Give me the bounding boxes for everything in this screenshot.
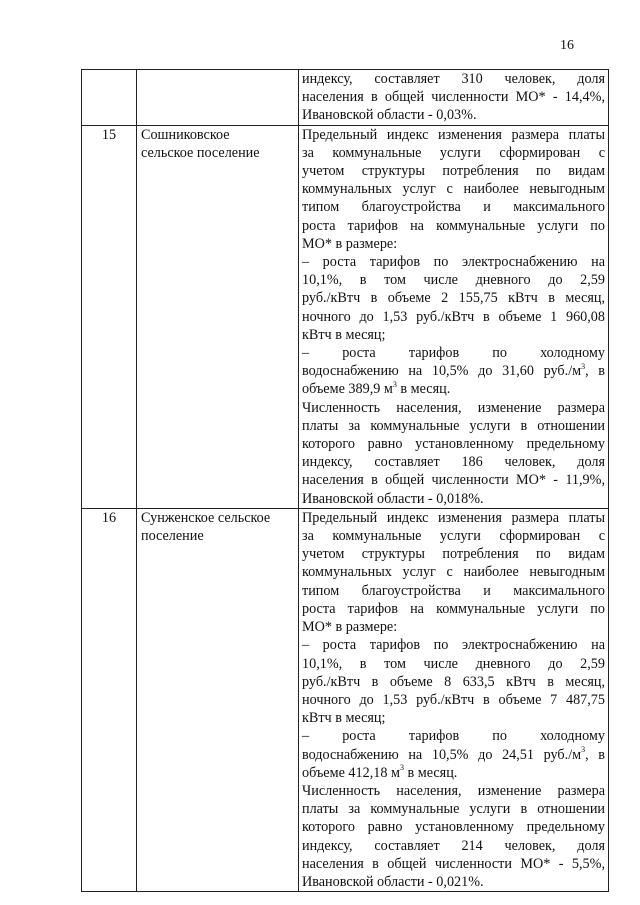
text-line: ночного до 1,53 руб./кВтч в объеме 7 487,75	[302, 691, 605, 708]
text-line: коммунальных услуг с наиболее невыгодным	[302, 564, 605, 581]
text-line: за коммунальные услуги сформирован с	[302, 528, 605, 545]
name-line: Сунженское сельское	[141, 509, 271, 526]
text-line: индексу, составляет 310 человек, доля	[302, 71, 605, 87]
municipality-table	[81, 69, 609, 892]
text-fragment: в месяц.	[396, 381, 451, 398]
text-fragment: объеме 389,9 м	[302, 381, 393, 398]
table-row-continuation	[82, 70, 609, 126]
text-line: населения в общей численности МО* - 14,4%,	[302, 89, 605, 106]
text-line: – роста тарифов по холодному	[302, 728, 605, 745]
text-line: Численность населения, изменение размера	[302, 782, 605, 799]
text-line	[302, 362, 605, 380]
text-line: коммунальных услуг с наиболее невыгодным	[302, 181, 605, 198]
text-line: Предельный индекс изменения размера платы	[302, 126, 605, 143]
text-line: роста тарифов на коммунальные услуги по	[302, 217, 605, 234]
text-line: Предельный индекс изменения размера платы	[302, 509, 605, 526]
text-line: типом благоустройства и максимального	[302, 582, 605, 599]
text-line: за коммунальные услуги сформирован с	[302, 144, 605, 161]
municipality-name	[137, 125, 299, 508]
text-line: индексу, составляет 186 человек, доля	[302, 454, 605, 471]
text-line	[302, 380, 605, 398]
cell-continuation-text	[299, 70, 609, 126]
name-line: Сошниковское	[141, 126, 230, 143]
superscript: 3	[581, 361, 586, 371]
text-line: руб./кВтч в объеме 2 155,75 кВтч в месяц,	[302, 290, 605, 307]
superscript: 3	[399, 762, 404, 772]
text-line: Ивановской области - 0,018%.	[302, 490, 484, 507]
municipality-description	[299, 125, 609, 508]
page-number: 16	[560, 38, 574, 53]
text-line: МО* в размере:	[302, 235, 398, 252]
text-line: населения в общей численности МО* - 11,9%,	[302, 472, 605, 489]
municipality-description	[299, 508, 609, 891]
municipality-name	[137, 508, 299, 891]
text-line: – роста тарифов по электроснабжению на	[302, 254, 605, 271]
row-number: 15	[82, 125, 137, 508]
text-line: индексу, составляет 214 человек, доля	[302, 837, 605, 854]
name-line: сельское поселение	[141, 144, 260, 161]
text-fragment: водоснабжению на 10,5% до 24,51 руб./м	[302, 746, 582, 763]
cell-num-empty	[82, 70, 137, 126]
text-line	[302, 764, 605, 782]
row-number: 16	[82, 508, 137, 891]
text-line: типом благоустройства и максимального	[302, 199, 605, 216]
text-line: учетом структуры потребления по видам	[302, 546, 605, 563]
text-line: Ивановской области - 0,03%.	[302, 107, 477, 124]
text-line: – роста тарифов по электроснабжению на	[302, 637, 605, 654]
text-fragment: , в	[585, 363, 606, 380]
table-row	[82, 125, 609, 508]
text-line: платы за коммунальные услуги в отношении	[302, 417, 605, 434]
name-line: поселение	[141, 528, 204, 545]
text-line: учетом структуры потребления по видам	[302, 163, 605, 180]
text-fragment: объеме 412,18 м	[302, 764, 400, 781]
text-line: которого равно установленному предельному	[302, 436, 605, 453]
superscript: 3	[581, 744, 586, 754]
text-fragment: водоснабжению на 10,5% до 31,60 руб./м	[302, 363, 582, 380]
text-line: Ивановской области - 0,021%.	[302, 873, 484, 890]
text-line: Численность населения, изменение размера	[302, 399, 605, 416]
text-line: которого равно установленному предельному	[302, 819, 605, 836]
text-line	[302, 746, 605, 764]
text-line: платы за коммунальные услуги в отношении	[302, 801, 605, 818]
text-line: руб./кВтч в объеме 8 633,5 кВтч в месяц,	[302, 673, 605, 690]
cell-name-empty	[137, 70, 299, 126]
text-line: – роста тарифов по холодному	[302, 345, 605, 362]
text-line: кВтч в месяц;	[302, 326, 386, 343]
text-line: 10,1%, в том числе дневного до 2,59	[302, 272, 605, 289]
text-line: МО* в размере:	[302, 619, 398, 636]
text-fragment: в месяц.	[403, 764, 458, 781]
text-line: ночного до 1,53 руб./кВтч в объеме 1 960,08	[302, 308, 605, 325]
text-line: населения в общей численности МО* - 5,5%,	[302, 855, 605, 872]
text-line: роста тарифов на коммунальные услуги по	[302, 600, 605, 617]
table-row	[82, 508, 609, 891]
text-line: 10,1%, в том числе дневного до 2,59	[302, 655, 605, 672]
text-fragment: , в	[585, 746, 606, 763]
superscript: 3	[392, 379, 397, 389]
text-line: кВтч в месяц;	[302, 710, 386, 727]
